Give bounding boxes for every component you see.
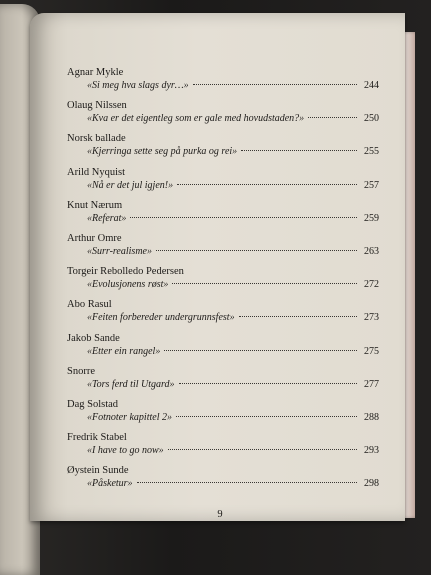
toc-line [67, 245, 379, 259]
toc-page-number: 288 [364, 411, 379, 423]
dot-leader [239, 316, 357, 317]
toc-entry [67, 464, 379, 497]
toc-author: Snorre [67, 365, 95, 377]
toc-title: «Fotnoter kapittel 2» [87, 411, 172, 423]
toc-page-number: 257 [364, 179, 379, 191]
table-of-contents [67, 66, 379, 497]
toc-author: Agnar Mykle [67, 67, 124, 78]
dot-leader [168, 449, 357, 450]
toc-page-number: 293 [364, 445, 379, 457]
toc-author: Øystein Sunde [67, 465, 129, 477]
dot-leader [308, 117, 357, 118]
dot-leader [130, 217, 357, 218]
dot-leader [241, 150, 357, 151]
dot-leader [193, 84, 357, 85]
toc-page-number: 259 [364, 212, 379, 224]
toc-line [67, 411, 379, 425]
dot-leader [172, 283, 357, 284]
toc-entry [67, 132, 379, 165]
toc-line [67, 444, 379, 458]
book-page [30, 13, 405, 521]
toc-author: Abo Rasul [67, 299, 112, 311]
toc-entry [67, 166, 379, 199]
toc-page-number: 273 [364, 312, 379, 324]
toc-line [67, 79, 379, 93]
toc-title: «Evolusjonens røst» [87, 279, 169, 291]
dot-leader [179, 383, 357, 384]
toc-line [67, 378, 379, 392]
dot-leader [137, 482, 357, 483]
toc-author: Dag Solstad [67, 398, 119, 410]
toc-line [67, 278, 379, 292]
toc-entry [67, 298, 379, 331]
toc-line [67, 477, 379, 491]
toc-entry [67, 265, 379, 298]
toc-entry [67, 398, 379, 431]
dot-leader [164, 350, 357, 351]
toc-author: Torgeir Rebolledo Pedersen [67, 266, 184, 278]
toc-title: «Si meg hva slags dyr…» [87, 80, 189, 91]
toc-line [67, 112, 379, 126]
toc-title: «Feiten forbereder undergrunnsfest» [87, 312, 235, 324]
toc-page-number: 263 [364, 245, 379, 257]
toc-title: «I have to go now» [87, 445, 164, 457]
toc-entry [67, 332, 379, 365]
page-number: 9 [217, 509, 223, 520]
toc-title: «Etter ein rangel» [87, 345, 161, 357]
toc-author: Knut Nærum [67, 199, 123, 211]
toc-page-number: 277 [364, 378, 379, 390]
toc-page-number: 250 [364, 113, 379, 125]
toc-line [67, 179, 379, 193]
toc-entry [67, 365, 379, 398]
toc-entry [67, 431, 379, 464]
dot-leader [177, 184, 357, 185]
toc-entry [67, 232, 379, 265]
toc-entry [67, 99, 379, 132]
toc-entry [67, 199, 379, 232]
toc-entry [67, 66, 379, 99]
toc-title: «Nå er det jul igjen!» [87, 179, 174, 191]
toc-author: Jakob Sande [67, 332, 120, 344]
toc-title: «Referat» [87, 212, 127, 224]
dot-leader [156, 250, 357, 251]
toc-author: Arthur Omre [67, 232, 122, 244]
toc-title: «Kva er det eigentleg som er gale med hovudstaden?» [87, 113, 305, 125]
toc-author: Arild Nyquist [67, 166, 126, 178]
toc-page-number: 255 [364, 146, 379, 158]
toc-title: «Kjerringa sette seg på purka og rei» [87, 146, 238, 158]
toc-title: «Surr-realisme» [87, 245, 152, 257]
dot-leader [176, 416, 357, 417]
toc-line [67, 145, 379, 159]
toc-author: Fredrik Stabel [67, 432, 127, 444]
toc-line [67, 311, 379, 325]
toc-page-number: 275 [364, 345, 379, 357]
toc-author: Norsk ballade [67, 133, 126, 145]
toc-page-number: 298 [364, 478, 379, 490]
toc-page-number: 272 [364, 279, 379, 291]
toc-line [67, 212, 379, 226]
toc-line [67, 345, 379, 359]
toc-title: «Påsketur» [87, 478, 133, 490]
toc-title: «Tors ferd til Utgard» [87, 378, 175, 390]
toc-author: Olaug Nilssen [67, 100, 127, 112]
toc-page-number: 244 [364, 80, 379, 91]
